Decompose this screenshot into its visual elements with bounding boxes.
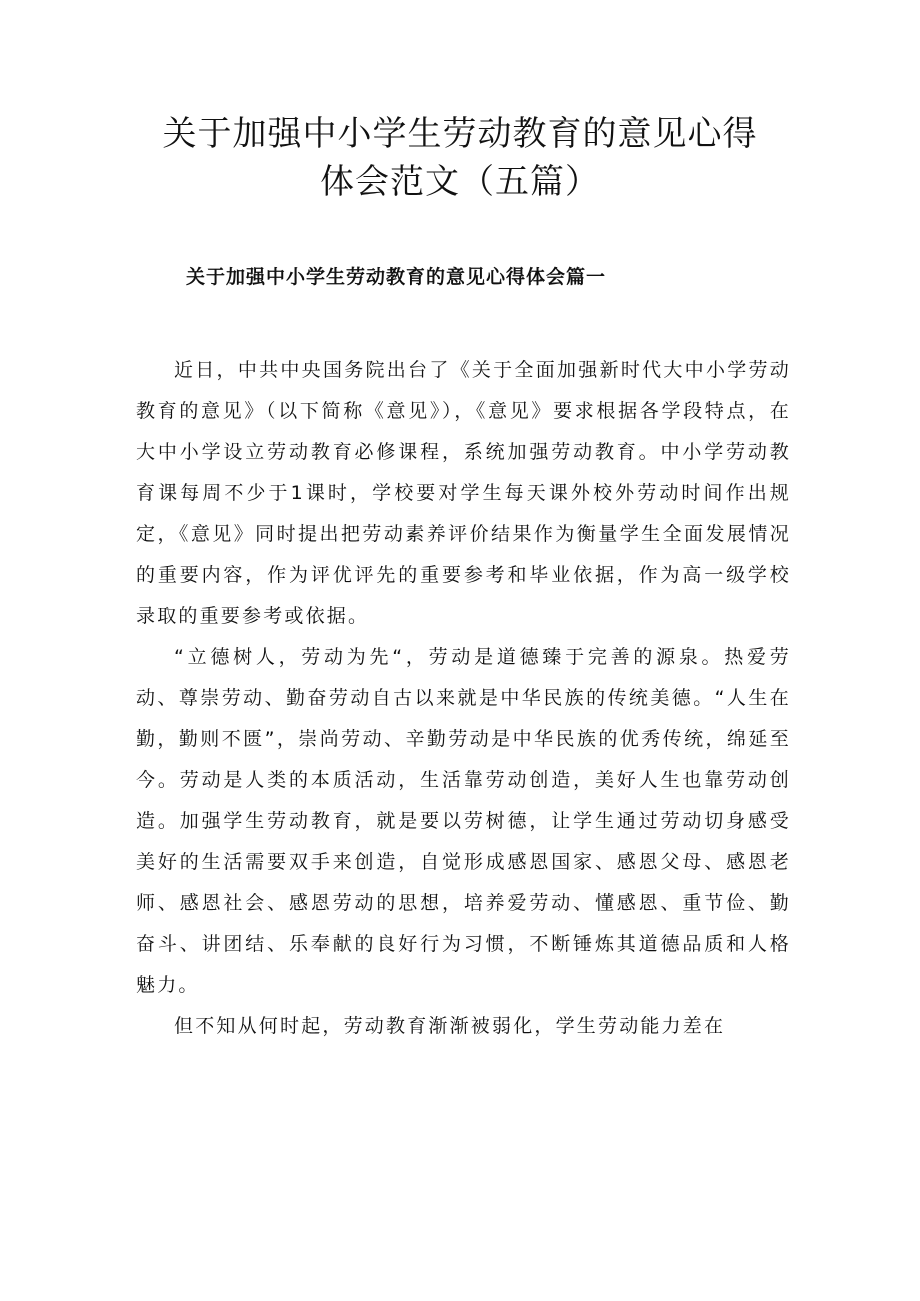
document-title-line-2: 体会范文（五篇）: [320, 162, 600, 202]
paragraph-1: 近日，中共中央国务院出台了《关于全面加强新时代大中小学劳动教育的意见》（以下简称《意见》），《意见》要求根据各学段特点，在大中小学设立劳动教育必修课程，系统加强劳动教育。中小学劳动教育课每周不少于1课时，学校要对学生每天课外校外劳动时间作出规定，《意见》同时提出把劳动素养评价结果作为衡量学生全面发展情况的重要内容，作为评优评先的重要参考和毕业依据，作为高一级学校录取的重要参考或依据。: [136, 359, 791, 627]
paragraph-3: 但不知从何时起，劳动教育渐渐被弱化，学生劳动能力差在: [174, 1015, 726, 1037]
section-heading: 关于加强中小学生劳动教育的意见心得体会篇一: [186, 266, 607, 288]
paragraph-2: “立德树人，劳动为先“，劳动是道德臻于完善的源泉。热爱劳动、尊崇劳动、勤奋劳动自古以来就是中华民族的传统美德。“人生在勤，勤则不匮”，崇尚劳动、辛勤劳动是中华民族的优秀传统，绵延至今。劳动是人类的本质活动，生活靠劳动创造，美好人生也靠劳动创造。加强学生劳动教育，就是要以劳树德，让学生通过劳动切身感受美好的生活需要双手来创造，自觉形成感恩国家、感恩父母、感恩老师、感恩社会、感恩劳动的思想，培养爱劳动、懂感恩、重节俭、勤奋斗、讲团结、乐奉献的良好行为习惯，不断锤炼其道德品质和人格魅力。: [136, 646, 791, 996]
document-title-line-1: 关于加强中小学生劳动教育的意见心得: [162, 114, 758, 154]
document-body: [136, 350, 791, 1047]
